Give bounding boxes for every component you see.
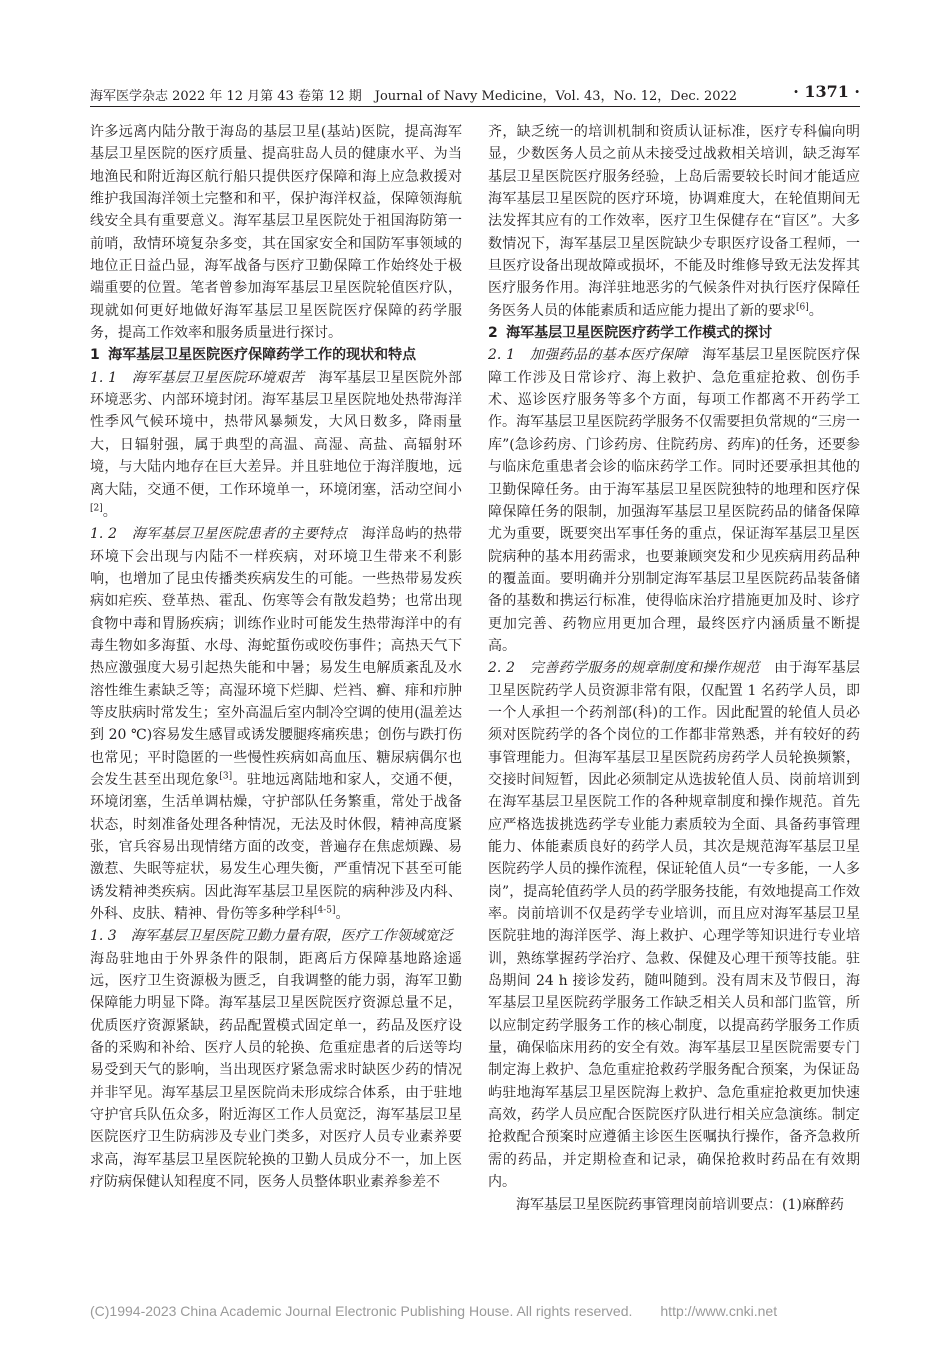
section-2-1-heading: 2. 1 加强药品的基本医疗保障 <box>488 347 688 364</box>
section-1-1-text: 海军基层卫星医院外部环境恶劣、内部环境封闭。海军基层卫星医院地处热带海洋性季风气候环境中，热带风暴频发，大风日数多，降雨量大，日辐射强，属于典型的高温、高湿、高盐、高辐射环境，与大陆内地存在巨大差异。并且驻地位于海洋腹地，远离大陆，交通不便，工作环境单一，环境闭塞，活动空间小 <box>90 369 463 498</box>
section-1-2-text: 海洋岛屿的热带环境下会出现与内陆不一样疾病，对环境卫生带来不利影响，也增加了昆虫传播类疾病发生的可能。一些热带易发疾病如疟疾、登革热、霍乱、伤寒等会有散发趋势；也常出现食物中毒和胃肠疾病；训练作业时可能发生热带海洋中的有毒生物如多海蜇、水母、海蛇蜇伤或咬伤事件；高热天气下热应激强度大易引起热失能和中暑；易发生电解质紊乱及水溶性维生素缺乏等；高湿环境下烂脚、烂裆、癣、痱和疖肿等皮肤病时常发生；室外高温后室内制冷空调的使用(温差达到 20 ℃)容易发生感冒或诱发腰腿疼痛疾患；创伤与跌打伤也常见；平时隐匿的一些慢性疾病如高血压、糖尿病偶尔也会发生甚至出现危象 <box>90 526 463 788</box>
section-1-1-paragraph <box>90 367 462 523</box>
training-points-paragraph: 海军基层卫星医院药事管理岗前培训要点：(1)麻醉药 <box>516 1196 844 1213</box>
running-header <box>90 82 860 107</box>
section-1-1-heading: 1. 1 海军基层卫星医院环境艰苦 <box>90 369 305 386</box>
copyright-footer: (C)1994-2023 China Academic Journal Electronic Publishing House. All rights reserved. http://www.cnki.net <box>90 1303 778 1319</box>
section-1-3-paragraph <box>90 925 467 1193</box>
section-1-2-paragraph <box>90 523 462 925</box>
right-column <box>488 121 860 1216</box>
section-2-2-paragraph <box>488 657 860 1193</box>
reference-4-5: [4-5] <box>314 905 336 916</box>
section-2-2-heading: 2. 2 完善药学服务的规章制度和操作规范 <box>488 660 760 677</box>
section-2-heading <box>488 322 860 344</box>
section-1-3-heading: 1. 3 海军基层卫星医院卫勤力量有限，医疗工作领域宽泛 <box>90 928 453 945</box>
section-1-heading <box>90 344 462 366</box>
continued-text: 齐，缺乏统一的培训机制和资质认证标准，医疗专科偏向明显，少数医务人员之前从未接受过战救相关培训，缺乏海军基层卫星医院医疗服务经验，上岛后需要较长时间才能适应海军基层卫星医院的医疗环境，协调难度大，在轮值期间无法发挥其应有的工作效率，医疗卫生保健存在“盲区”。大多数情况下，海军基层卫星医院缺少专职医疗设备工程师，一旦医疗设备出现故障或损坏，不能及时维修导致无法发挥其医疗服务作用。海洋驻地恶劣的气候条件对执行医疗保障任务医务人员的体能素质和适应能力提出了新的要求 <box>488 124 860 319</box>
section-2-2-text: 由于海军基层卫星医院药学人员资源非常有限，仅配置 1 名药学人员，即一个人承担一个药剂部(科)的工作。因此配置的轮值人员必须对医院药学的各个岗位的工作都非常熟悉，并有较好的药事管理能力。但海军基层卫星医院药房药学人员轮换频繁，交接时间短暂，因此必须制定从选拔轮值人员、岗前培训到在海军基层卫星医院工作的各种规章制度和操作规范。首先应严格选拔挑选药学专业能力素质较为全面、具备药事管理能力、体能素质良好的药学人员，其次是规范海军基层卫星医院药学人员的操作流程，保证轮值人员“一专多能，一人多岗”，提高轮值药学人员的药学服务技能，有效地提高工作效率。岗前培训不仅是药学专业培训，而且应对海军基层卫星医院驻地的海洋医学、海上救护、心理学等知识进行专业培训，熟练掌握药学治疗、急救、保健及心理干预等技能。驻岛期间 24 h 接诊发药，随叫随到。没有周末及节假日，海军基层卫星医院药学服务工作缺乏相关人员和部门监管，所以应制定药学服务工作的核心制度，以提高药学服务工作质量，确保临床用药的安全有效。海军基层卫星医院需要专门制定海上救护、急危重症抢救药学服务配合预案，为保证岛屿驻地海军基层卫星医院海上救护、急危重症抢救更加快速高效，药学人员应配合医院医疗队进行相关应急演练。制定抢救配合预案时应遵循主诊医生医嘱执行操作，备齐急救所需的药品，并定期检查和记录，确保抢救时药品在有效期内。 <box>488 660 861 1191</box>
reference-3: [3] <box>219 771 233 782</box>
section-1-3-text: 海岛驻地由于外界条件的限制，距离后方保障基地路途遥远，医疗卫生资源极为匮乏，自我调整的能力弱，海军卫勤保障能力明显下降。海军基层卫星医院医疗资源总量不足，优质医疗资源紧缺，药品配置模式固定单一，药品及医疗设备的采购和补给、医疗人员的轮换、危重症患者的后送等均易受到天气的影响，当出现医疗紧急需求时缺医少药的情况并非罕见。海军基层卫星医院尚未形成综合体系，由于驻地守护官兵队伍众多，附近海区工作人员宽泛，海军基层卫星医院医疗卫生防病涉及专业门类多，对医疗人员专业素养要求高，海军基层卫星医院轮换的卫勤人员成分不一，加上医疗防病保健认知程度不同，医务人员整体职业素养参差不 <box>90 928 467 1191</box>
section-1-title: 海军基层卫星医院医疗保障药学工作的现状和特点 <box>108 347 417 364</box>
section-2-1-text: 海军基层卫星医院医疗保障工作涉及日常诊疗、海上救护、急危重症抢救、创伤手术、巡诊医疗服务等多个方面，每项工作都离不开药学工作。海军基层卫星医院药学服务不仅需要担负常规的“三房一库”(急诊药房、门诊药房、住院药房、药库)的任务，还要参与临床危重患者会诊的临床药学工作。同时还要承担其他的卫勤保障任务。由于海军基层卫星医院独特的地理和医疗保障保障任务的限制，加强海军基层卫星医院药品的储备保障尤为重要，既要突出军事任务的重点，保证海军基层卫星医院病种的基本用药需求，也要兼顾突发和少见疾病用药品种的覆盖面。要明确并分别制定海军基层卫星医院药品装备储备的基数和携运行标准，使得临床治疗措施更加及时、诊疗更加完善、药物应用更加合理，最终医疗内涵质量不断提高。 <box>488 347 861 654</box>
intro-paragraph: 许多远离内陆分散于海岛的基层卫星(基站)医院，提高海军基层卫星医院的医疗质量、提高驻岛人员的健康水平、为当地渔民和附近海区航行船只提供医疗保障和海上应急救援对维护我国海洋领土完整和和平，保护海洋权益，保障领海航线安全具有重要意义。海军基层卫星医院处于祖国海防第一前哨，敌情环境复杂多变，其在国家安全和国防军事领域的地位正日益凸显，海军战备与医疗卫勤保障工作始终处于极端重要的位置。笔者曾参加海军基层卫星医院轮值医疗队，现就如何更好地做好海军基层卫星医院医疗保障的药学服务，提高工作效率和服务质量进行探讨。 <box>90 124 462 342</box>
journal-info: 海军医学杂志 2022 年 12 月第 43 卷第 12 期 Journal of Navy Medicine，Vol. 43，No. 12，Dec. 2022 <box>90 89 738 104</box>
left-column <box>90 121 467 1194</box>
section-2-number: 2 <box>488 325 498 342</box>
section-1-2-text-cont: 。驻地远离陆地和家人，交通不便，环境闭塞，生活单调枯燥，守护部队任务繁重，常处于战备状态，时刻准备处理各种情况，无法及时休假，精神高度紧张，官兵容易出现情绪方面的改变，普遍存在焦虑烦躁、易激惹、失眠等症状，易发生心理失衡，严重情况下甚至可能诱发精神类疾病。因此海军基层卫星医院的病种涉及内科、外科、皮肤、精神、骨伤等多种学科 <box>90 771 463 923</box>
page-number: · 1371 · <box>793 82 860 101</box>
section-2-1-paragraph <box>488 344 860 657</box>
reference-2: [2] <box>90 503 103 514</box>
period: 。 <box>808 302 823 319</box>
period: 。 <box>335 906 350 923</box>
period: 。 <box>102 503 117 520</box>
section-1-2-heading: 1. 2 海军基层卫星医院患者的主要特点 <box>90 526 348 543</box>
continued-paragraph <box>488 121 860 322</box>
section-1-number: 1 <box>90 347 100 364</box>
reference-6: [6] <box>796 302 809 313</box>
section-2-title: 海军基层卫星医院医疗药学工作模式的探讨 <box>506 325 773 342</box>
